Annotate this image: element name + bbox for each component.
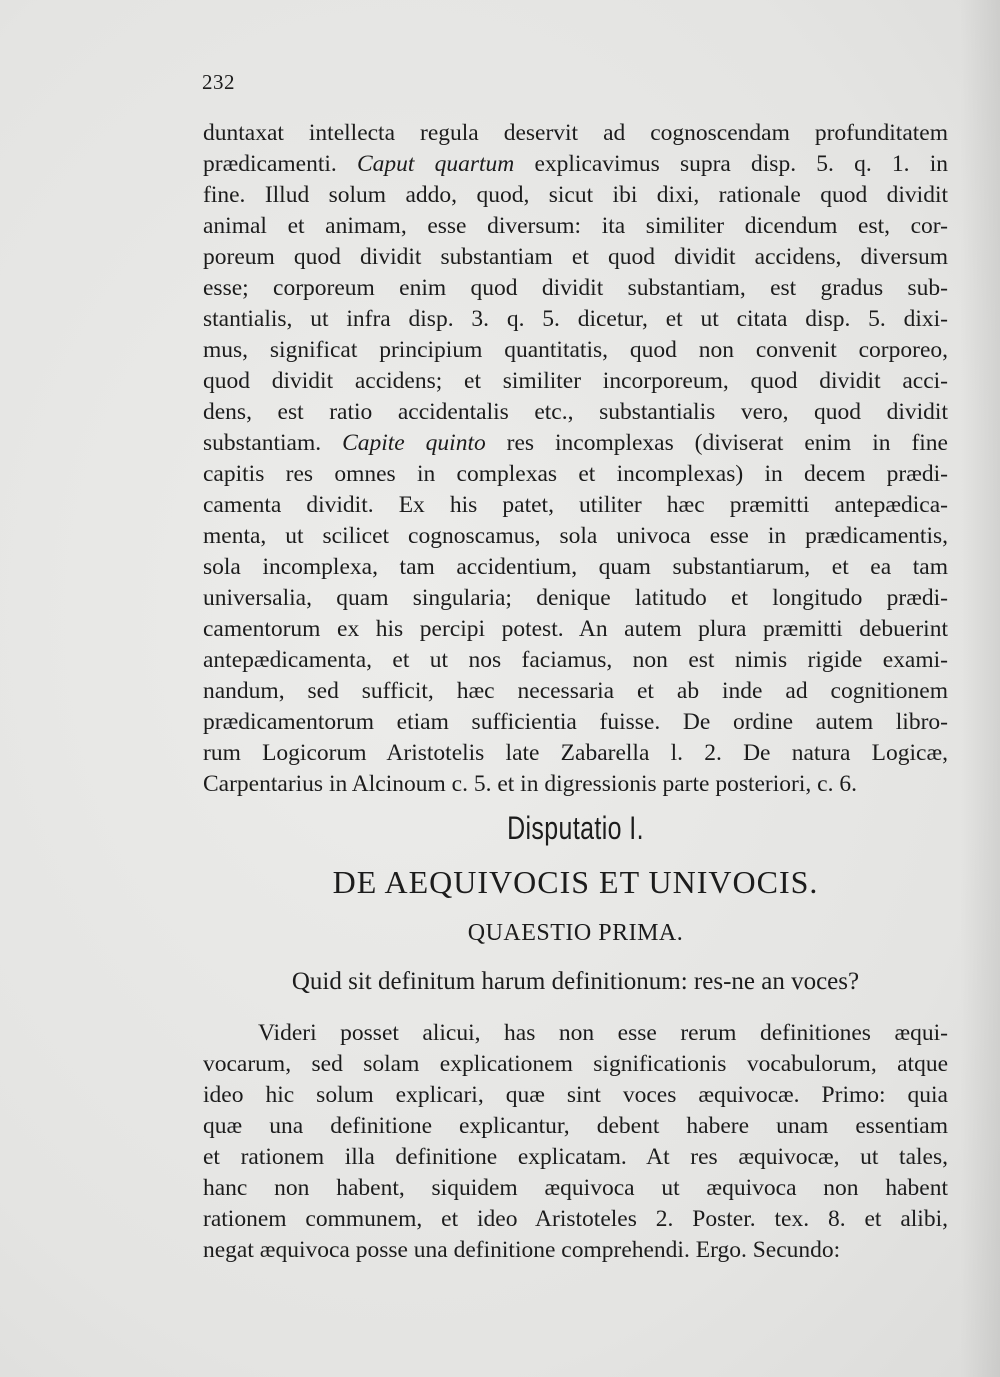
text-line: nandum, sed sufficit, hæc necessaria et ab inde ad cognitionem: [203, 678, 948, 704]
text-line: Carpentarius in Alcinoum c. 5. et in digressionis parte posteriori, c. 6.: [203, 771, 857, 797]
section-title: DE AEQUIVOCIS ET UNIVOCIS.: [332, 864, 819, 900]
text-line: stantialis, ut infra disp. 3. q. 5. dicetur, et ut citata disp. 5. dixi-: [203, 306, 948, 332]
page-number: 232: [202, 70, 235, 94]
text-line: capitis res omnes in complexas et incomplexas) in decem prædi-: [203, 461, 948, 487]
text-line: poreum quod dividit substantiam et quod dividit accidens, diversum: [203, 244, 948, 270]
text-line: fine. Illud solum addo, quod, sicut ibi dixi, rationale quod dividit: [203, 182, 948, 208]
text-line: et rationem illa definitione explicatam. At res æquivocæ, ut tales,: [203, 1144, 948, 1170]
disputatio-heading: Disputatio I.: [507, 810, 644, 846]
text-line: vocarum, sed solam explicationem significationis vocabulorum, atque: [203, 1051, 948, 1077]
text-segment: substantiam.: [203, 430, 343, 456]
text-line: [203, 428, 948, 459]
text-line: camentorum ex his percipi potest. An autem plura præmitti debuerint: [203, 616, 948, 642]
text-line: dens, est ratio accidentalis etc., substantialis vero, quod dividit: [203, 399, 948, 425]
text-line: quæ una definitione explicantur, debent habere unam essentiam: [203, 1113, 948, 1139]
text-line: sola incomplexa, tam accidentium, quam substantiarum, et ea tam: [203, 554, 948, 580]
paragraph-1: [203, 118, 948, 800]
text-line: negat æquivoca posse una definitione comprehendi. Ergo. Secundo:: [203, 1237, 841, 1263]
text-line: menta, ut scilicet cognoscamus, sola univoca esse in prædicamentis,: [203, 523, 948, 549]
quaestio-heading: QUAESTIO PRIMA.: [467, 920, 684, 946]
text-line: universalia, quam singularia; denique latitudo et longitudo prædi-: [203, 585, 948, 611]
text-segment: res incomplexas (diviserat enim in fine: [485, 430, 948, 456]
text-line: duntaxat intellecta regula deservit ad cognoscendam profunditatem: [203, 120, 948, 146]
text-line: Videri posset alicui, has non esse rerum definitiones æqui-: [258, 1020, 948, 1046]
text-line: hanc non habent, siquidem æquivoca ut æquivoca non habent: [203, 1175, 948, 1201]
text-line: rationem communem, et ideo Aristoteles 2. Poster. tex. 8. et alibi,: [203, 1206, 948, 1232]
question-heading: Quid sit definitum harum definitionum: res-ne an voces?: [291, 968, 860, 995]
text-line: ideo hic solum explicari, quæ sint voces æquivocæ. Primo: quia: [203, 1082, 948, 1108]
text-segment: explicavimus supra disp. 5. q. 1. in: [514, 151, 948, 177]
text-line: mus, significat principium quantitatis, quod non convenit corporeo,: [203, 337, 948, 363]
paragraph-2: [203, 1018, 948, 1266]
page-edge-shadow: [960, 0, 1000, 1377]
text-line: esse; corporeum enim quod dividit substantiam, est gradus sub-: [203, 275, 948, 301]
text-line: rum Logicorum Aristotelis late Zabarella l. 2. De natura Logicæ,: [203, 740, 948, 766]
italic-phrase: Capite quinto: [342, 430, 486, 456]
text-line: antepædicamenta, et ut nos faciamus, non est nimis rigide exami-: [203, 647, 948, 673]
text-line: camenta dividit. Ex his patet, utiliter hæc præmitti antepædica-: [203, 492, 948, 518]
italic-phrase: Caput quartum: [356, 151, 515, 177]
text-line: animal et animam, esse diversum: ita similiter dicendum est, cor-: [203, 213, 948, 239]
text-line: quod dividit accidens; et similiter incorporeum, quod dividit acci-: [203, 368, 948, 394]
text-line: [203, 149, 948, 180]
text-line: prædicamentorum etiam sufficientia fuisse. De ordine autem libro-: [203, 709, 948, 735]
text-segment: prædicamenti.: [203, 151, 357, 177]
